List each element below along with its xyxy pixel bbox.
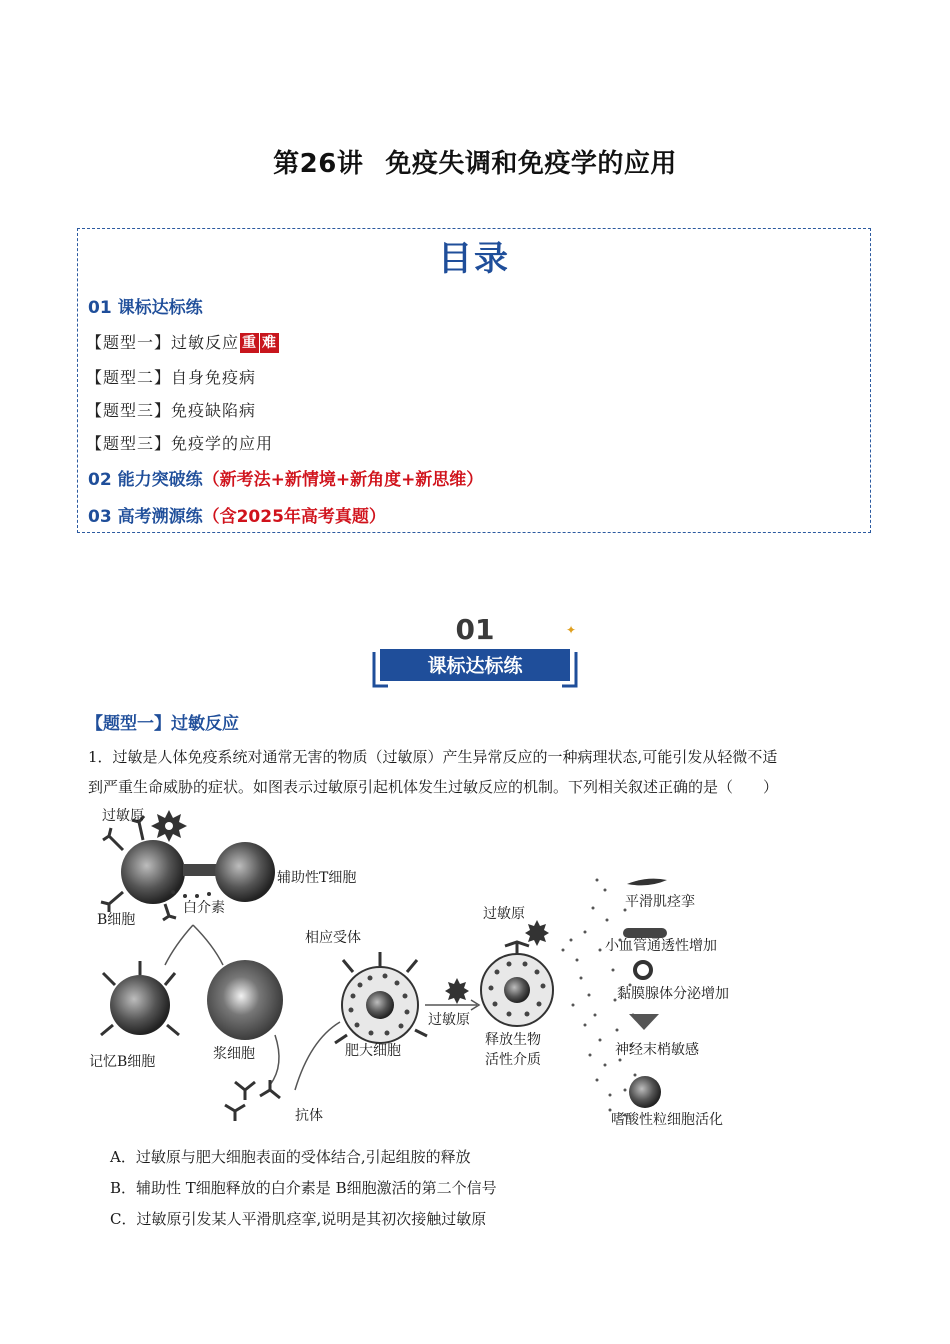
- label-helper-t: 辅助性T细胞: [277, 870, 357, 886]
- activated-mast-cell-icon: [481, 942, 553, 1026]
- memory-b-cell-icon: [101, 961, 179, 1035]
- question-line-2: 到严重生命威胁的症状。如图表示过敏原引起机体发生过敏反应的机制。下列相关叙述正确的是（ ）: [88, 778, 779, 796]
- lecture-number: 第26讲: [273, 149, 364, 179]
- label-effect-4: 神经末梢敏感: [615, 1042, 699, 1058]
- allergen-star-icon: [151, 810, 187, 842]
- toc-section-2-note: （新考法+新情境+新角度+新思维）: [202, 470, 484, 490]
- banner-label: 课标达标练: [427, 655, 523, 677]
- badge-key: 重: [242, 335, 258, 351]
- label-effect-1: 平滑肌痉挛: [625, 894, 695, 910]
- arrow-to-mast-cell-icon: [295, 1022, 340, 1090]
- label-mast-cell: 肥大细胞: [345, 1043, 401, 1059]
- label-receptor: 相应受体: [305, 930, 361, 946]
- toc-section-3[interactable]: [88, 502, 386, 527]
- option-a[interactable]: A．过敏原与肥大细胞表面的受体结合,引起组胺的释放: [110, 1148, 471, 1166]
- helper-t-cell-icon: [215, 842, 275, 902]
- label-effect-2: 小血管通透性增加: [605, 938, 717, 954]
- arrow-to-plasma-icon: [193, 925, 223, 965]
- page-title: [0, 143, 950, 180]
- label-plasma-cell: 浆细胞: [213, 1046, 255, 1062]
- question-line-1: 1．过敏是人体免疫系统对通常无害的物质（过敏原）产生异常反应的一种病理状态,可能引发从轻微不适: [88, 748, 778, 766]
- toc-item-1[interactable]: [86, 330, 279, 353]
- toc-section-2[interactable]: [88, 465, 483, 490]
- antibody-icon: [225, 1080, 280, 1121]
- toc-section-2-label: 02 能力突破练: [88, 470, 203, 490]
- toc-item-3[interactable]: 【题型三】免疫缺陷病: [86, 401, 257, 420]
- allergen-star-icon: [445, 978, 469, 1004]
- toc-section-3-note: （含2025年高考真题）: [202, 507, 386, 527]
- question-type-heading: 【题型一】过敏反应: [86, 714, 239, 734]
- allergen-star-icon: [525, 920, 549, 946]
- blood-vessel-icon: [623, 928, 667, 938]
- label-allergen-mid: 过敏原: [428, 1012, 470, 1028]
- table-of-contents: [77, 228, 871, 533]
- label-effect-3: 黏膜腺体分泌增加: [617, 986, 729, 1002]
- label-antibody: 抗体: [295, 1108, 323, 1124]
- label-release-1: 释放生物: [485, 1032, 541, 1048]
- toc-item-label: 【题型一】过敏反应: [86, 333, 240, 352]
- banner-number: 01: [455, 613, 495, 646]
- section-banner: [370, 612, 580, 692]
- smooth-muscle-icon: [627, 879, 667, 886]
- label-allergen-right: 过敏原: [483, 906, 525, 922]
- toc-section-1[interactable]: 01 课标达标练: [88, 298, 203, 318]
- lecture-topic: 免疫失调和免疫学的应用: [385, 149, 677, 179]
- option-b[interactable]: B．辅助性 T细胞释放的白介素是 B细胞激活的第二个信号: [110, 1179, 497, 1197]
- toc-section-3-label: 03 高考溯源练: [88, 507, 203, 527]
- nerve-ending-icon: [629, 1014, 659, 1030]
- plasma-cell-icon: [207, 960, 283, 1040]
- label-release-2: 活性介质: [485, 1052, 541, 1068]
- option-c[interactable]: C．过敏原引发某人平滑肌痉挛,说明是其初次接触过敏原: [110, 1210, 487, 1228]
- label-allergen-top: 过敏原: [102, 808, 144, 824]
- label-effect-5: 嗜酸性粒细胞活化: [611, 1112, 723, 1128]
- arrow-to-antibody-icon: [270, 1035, 279, 1085]
- mast-cell-icon: [335, 952, 427, 1043]
- toc-item-2[interactable]: 【题型二】自身免疫病: [86, 368, 257, 387]
- toc-item-4[interactable]: 【题型三】免疫学的应用: [86, 434, 274, 453]
- toc-heading: 目录: [438, 239, 510, 279]
- sparkle-icon: ✦: [566, 623, 577, 637]
- arrow-to-memory-b-icon: [165, 925, 193, 965]
- label-b-cell: B细胞: [97, 912, 136, 928]
- mucous-gland-icon: [635, 962, 651, 978]
- eosinophil-icon: [629, 1076, 661, 1108]
- allergy-mechanism-figure: [85, 800, 765, 1135]
- label-interleukin: 白介素: [183, 900, 225, 916]
- label-memory-b: 记忆B细胞: [89, 1054, 156, 1070]
- badge-difficult: 难: [262, 335, 278, 351]
